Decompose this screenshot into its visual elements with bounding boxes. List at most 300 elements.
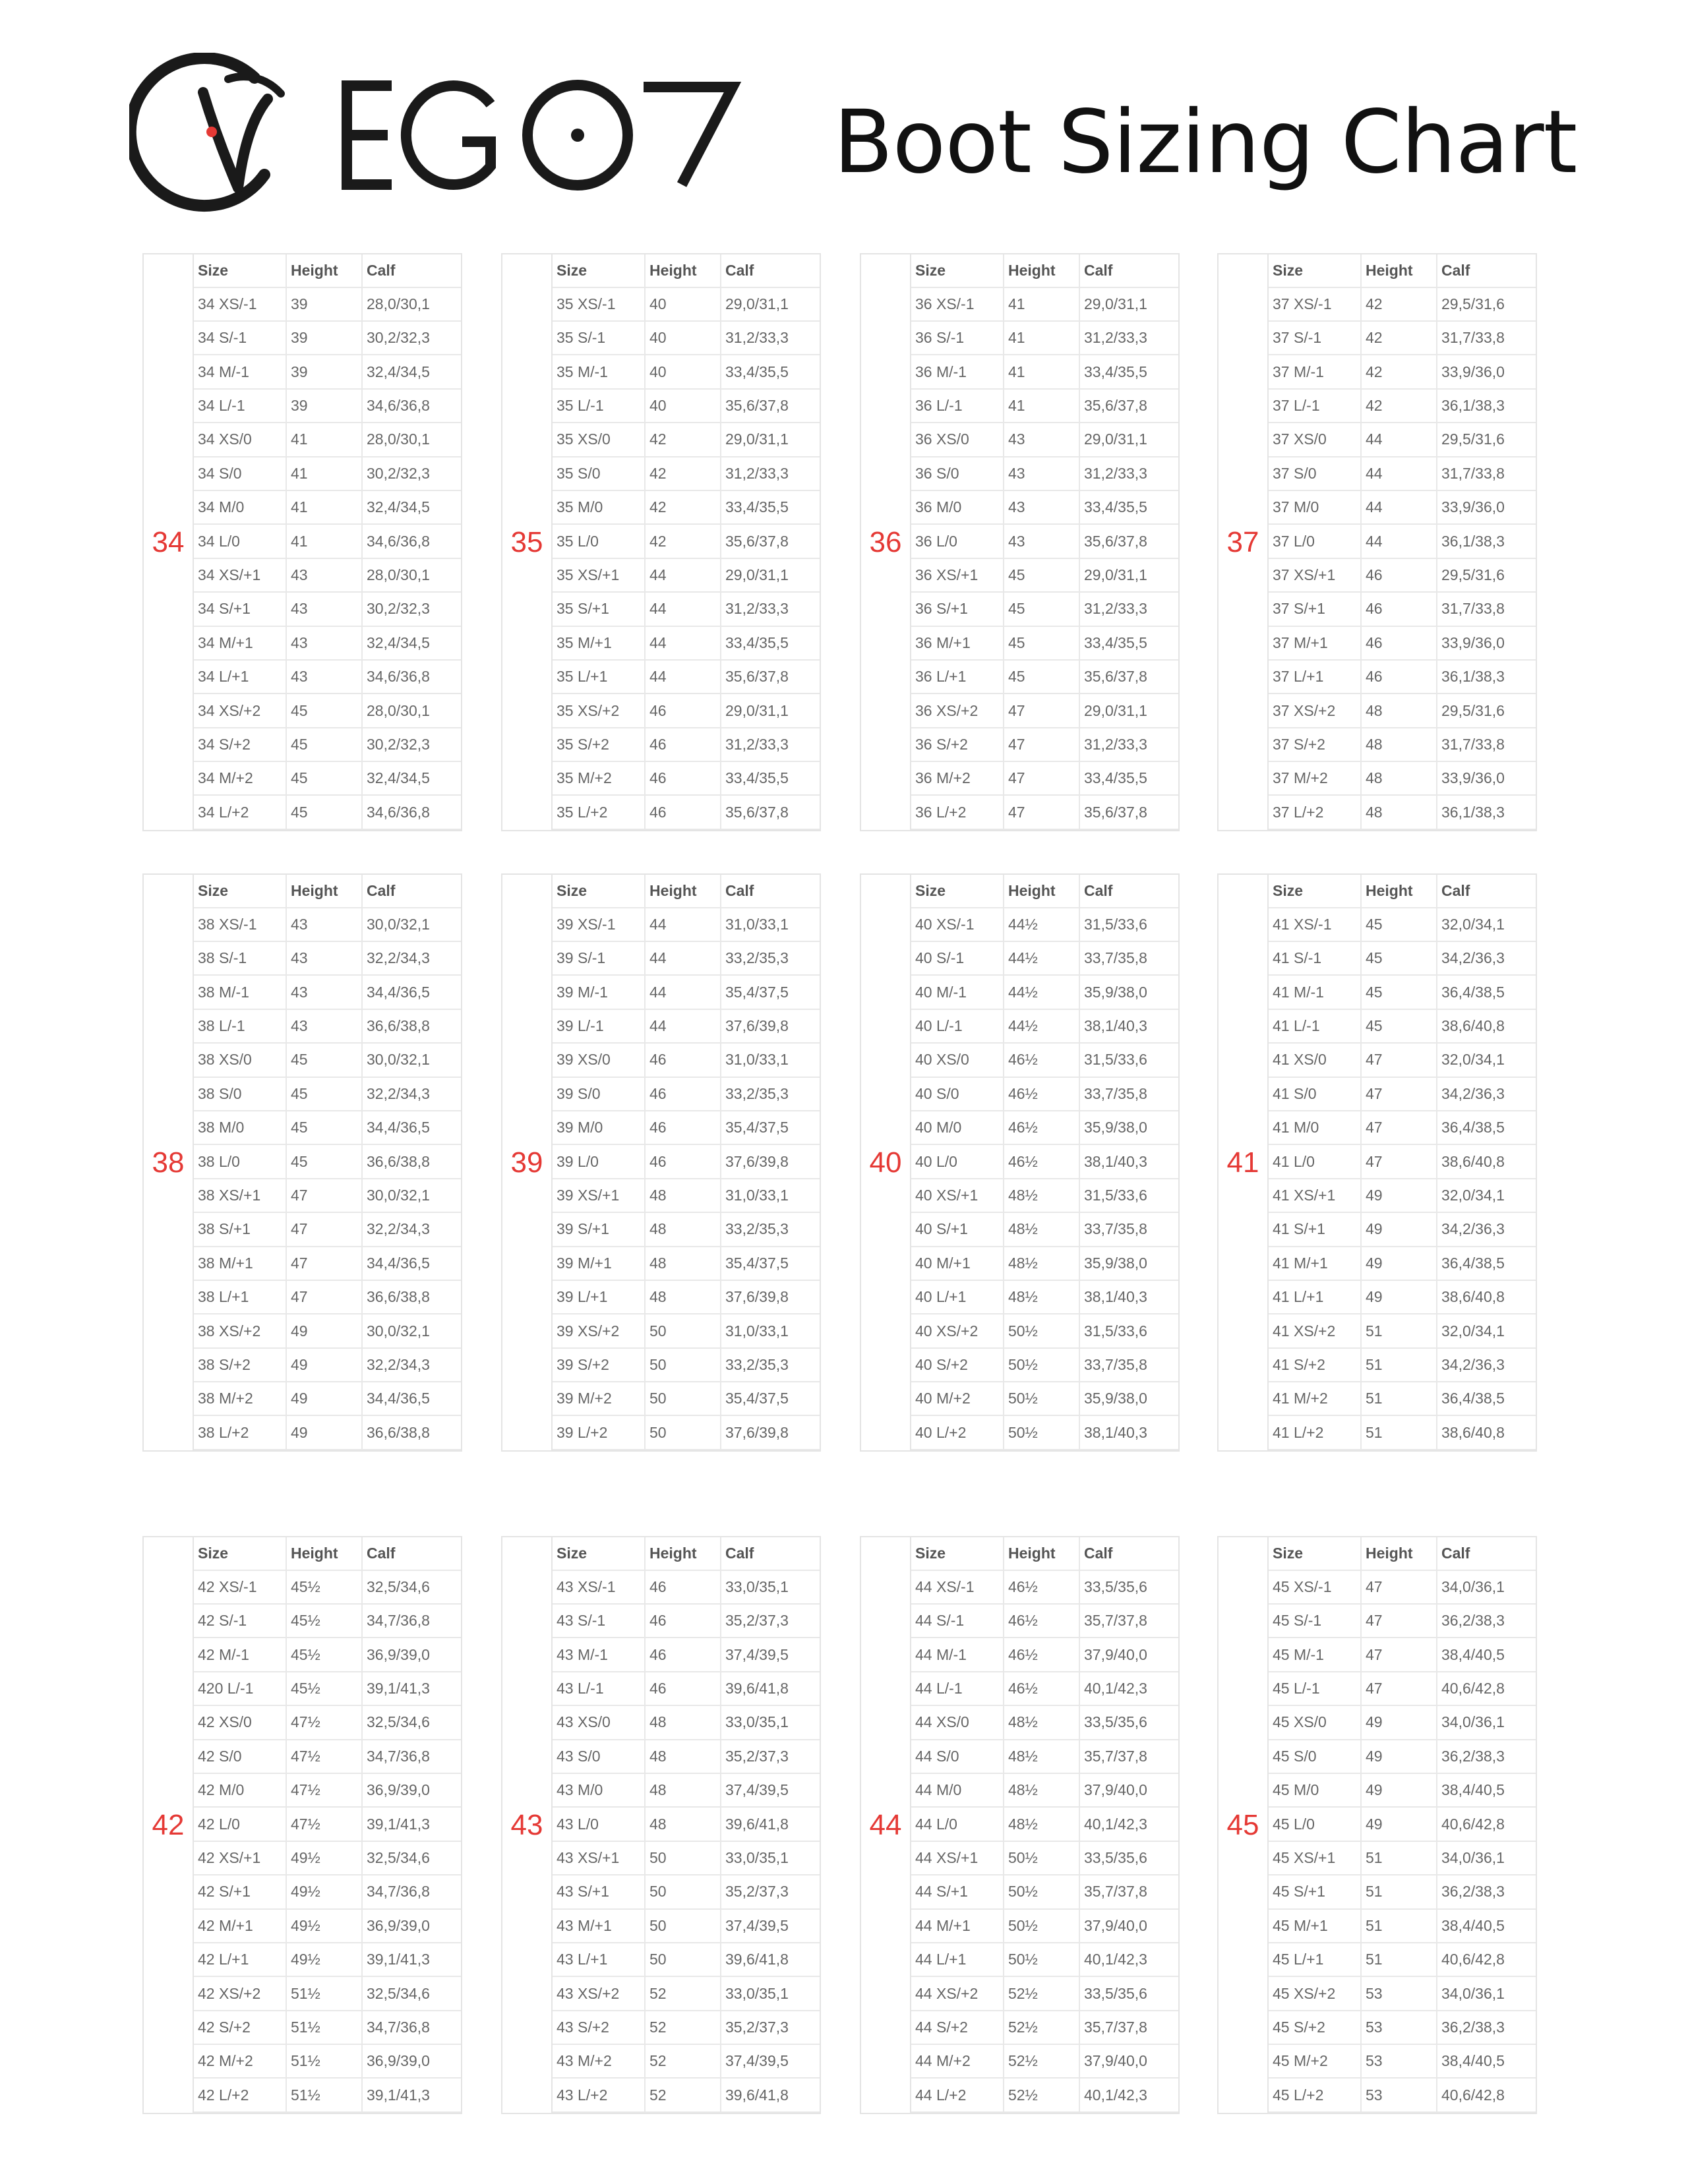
height-header: Height <box>286 254 362 287</box>
calf-cell: 33,0/35,1 <box>721 1976 820 2010</box>
table-header-row <box>1269 875 1536 908</box>
size-cell: 35 S/-1 <box>553 321 645 355</box>
size-cell: 36 L/0 <box>911 524 1004 558</box>
height-cell: 42 <box>1361 321 1437 355</box>
size-cell: 39 S/-1 <box>553 941 645 975</box>
calf-cell: 33,4/35,5 <box>721 490 820 524</box>
table-row <box>911 728 1178 761</box>
size-cell: 43 S/-1 <box>553 1604 645 1638</box>
table-row <box>194 558 461 592</box>
calf-cell: 38,1/40,3 <box>1079 1280 1178 1314</box>
size-cell: 36 XS/+1 <box>911 558 1004 592</box>
height-cell: 49 <box>1361 1773 1437 1807</box>
height-cell: 46 <box>645 1043 721 1077</box>
calf-cell: 31,2/33,3 <box>1079 321 1178 355</box>
size-cell: 39 L/-1 <box>553 1009 645 1043</box>
table-row <box>553 1179 820 1212</box>
table-row <box>194 1280 461 1314</box>
table-row <box>194 1570 461 1604</box>
size-cell: 34 S/+1 <box>194 592 286 626</box>
table-row <box>911 1604 1178 1638</box>
size-header: Size <box>553 254 645 287</box>
table-row <box>553 1841 820 1875</box>
height-cell: 43 <box>1004 524 1079 558</box>
calf-header: Calf <box>721 875 820 908</box>
height-cell: 51½ <box>286 2011 362 2044</box>
calf-cell: 38,6/40,8 <box>1437 1009 1536 1043</box>
height-cell: 43 <box>286 908 362 941</box>
calf-cell: 36,1/38,3 <box>1437 524 1536 558</box>
size-header: Size <box>1269 254 1361 287</box>
calf-cell: 36,6/38,8 <box>362 1009 461 1043</box>
size-cell: 43 L/+2 <box>553 2078 645 2112</box>
calf-cell: 30,2/32,3 <box>362 321 461 355</box>
calf-cell: 34,6/36,8 <box>362 524 461 558</box>
size-cell: 37 S/+1 <box>1269 592 1361 626</box>
size-cell: 35 M/-1 <box>553 355 645 388</box>
table-row <box>553 1415 820 1450</box>
size-cell: 44 M/-1 <box>911 1638 1004 1671</box>
height-cell: 50½ <box>1004 1314 1079 1347</box>
table-row <box>1269 1943 1536 1976</box>
height-cell: 53 <box>1361 2011 1437 2044</box>
height-cell: 49 <box>286 1382 362 1415</box>
height-cell: 45 <box>1004 592 1079 626</box>
size-cell: 44 S/+2 <box>911 2011 1004 2044</box>
size-cell: 40 L/-1 <box>911 1009 1004 1043</box>
size-cell: 42 S/+1 <box>194 1875 286 1908</box>
size-cell: 34 S/+2 <box>194 728 286 761</box>
size-cell: 38 M/0 <box>194 1111 286 1144</box>
table-row <box>911 524 1178 558</box>
calf-header: Calf <box>1437 1537 1536 1570</box>
table-row <box>1269 1638 1536 1671</box>
size-cell: 45 M/+2 <box>1269 2044 1361 2078</box>
size-cell: 44 L/-1 <box>911 1672 1004 1705</box>
height-cell: 47 <box>286 1212 362 1246</box>
table-row <box>1269 490 1536 524</box>
height-cell: 49 <box>1361 1807 1437 1841</box>
table-row <box>553 1009 820 1043</box>
calf-cell: 37,9/40,0 <box>1079 1773 1178 1807</box>
calf-cell: 36,4/38,5 <box>1437 975 1536 1009</box>
table-row <box>1269 2044 1536 2078</box>
size-cell: 35 S/+2 <box>553 728 645 761</box>
height-cell: 44 <box>645 592 721 626</box>
height-cell: 43 <box>286 558 362 592</box>
calf-cell: 33,4/35,5 <box>1079 761 1178 795</box>
height-cell: 47 <box>286 1179 362 1212</box>
table-row <box>1269 1382 1536 1415</box>
height-cell: 47 <box>1361 1144 1437 1178</box>
table-row <box>911 457 1178 490</box>
height-header: Height <box>286 1537 362 1570</box>
table-row <box>911 1740 1178 1773</box>
height-cell: 41 <box>286 423 362 456</box>
size-cell: 37 XS/-1 <box>1269 287 1361 321</box>
calf-cell: 30,2/32,3 <box>362 457 461 490</box>
size-cell: 39 M/+2 <box>553 1382 645 1415</box>
height-cell: 46½ <box>1004 1570 1079 1604</box>
height-cell: 43 <box>1004 423 1079 456</box>
height-cell: 45 <box>286 1043 362 1077</box>
size-cell: 43 XS/-1 <box>553 1570 645 1604</box>
calf-cell: 35,6/37,8 <box>1079 660 1178 694</box>
table-row <box>911 1773 1178 1807</box>
size-cell: 35 S/+1 <box>553 592 645 626</box>
height-cell: 41 <box>1004 355 1079 388</box>
calf-cell: 38,6/40,8 <box>1437 1415 1536 1450</box>
height-cell: 46½ <box>1004 1077 1079 1111</box>
calf-cell: 31,7/33,8 <box>1437 457 1536 490</box>
table-row <box>911 1807 1178 1841</box>
height-cell: 41 <box>1004 287 1079 321</box>
size-cell: 41 M/0 <box>1269 1111 1361 1144</box>
size-cell: 43 XS/+2 <box>553 1976 645 2010</box>
calf-cell: 38,4/40,5 <box>1437 1773 1536 1807</box>
height-cell: 45 <box>1361 908 1437 941</box>
calf-cell: 39,6/41,8 <box>721 1943 820 1976</box>
table-row <box>1269 660 1536 694</box>
table-row <box>911 1415 1178 1450</box>
calf-cell: 31,5/33,6 <box>1079 1179 1178 1212</box>
height-cell: 48½ <box>1004 1740 1079 1773</box>
size-cell: 38 M/-1 <box>194 975 286 1009</box>
height-cell: 42 <box>1361 389 1437 423</box>
table-row <box>1269 1976 1536 2010</box>
table-row <box>911 287 1178 321</box>
table-row <box>911 2044 1178 2078</box>
size-cell: 38 L/+2 <box>194 1415 286 1450</box>
height-cell: 50 <box>645 1875 721 1908</box>
height-cell: 48 <box>645 1773 721 1807</box>
calf-cell: 35,6/37,8 <box>721 524 820 558</box>
height-cell: 48 <box>645 1280 721 1314</box>
table-row <box>553 1807 820 1841</box>
calf-cell: 33,9/36,0 <box>1437 490 1536 524</box>
height-cell: 48 <box>645 1740 721 1773</box>
table-header-row <box>194 875 461 908</box>
size-cell: 34 M/+1 <box>194 626 286 660</box>
size-cell: 45 L/+2 <box>1269 2078 1361 2112</box>
calf-cell: 37,6/39,8 <box>721 1009 820 1043</box>
table-row <box>911 1638 1178 1671</box>
calf-cell: 38,4/40,5 <box>1437 1638 1536 1671</box>
table-row <box>194 1909 461 1943</box>
calf-cell: 33,2/35,3 <box>721 941 820 975</box>
table-row <box>911 1672 1178 1705</box>
size-cell: 42 XS/+1 <box>194 1841 286 1875</box>
calf-cell: 37,4/39,5 <box>721 1773 820 1807</box>
table-row <box>911 1280 1178 1314</box>
calf-header: Calf <box>721 1537 820 1570</box>
height-cell: 51 <box>1361 1382 1437 1415</box>
height-cell: 44 <box>645 626 721 660</box>
size-cell: 45 S/0 <box>1269 1740 1361 1773</box>
calf-cell: 35,2/37,3 <box>721 1604 820 1638</box>
height-cell: 45½ <box>286 1638 362 1671</box>
height-cell: 41 <box>1004 321 1079 355</box>
calf-cell: 36,6/38,8 <box>362 1280 461 1314</box>
ego7-wordmark <box>347 85 733 185</box>
table-row <box>553 321 820 355</box>
size-cell: 36 XS/-1 <box>911 287 1004 321</box>
table-row <box>1269 287 1536 321</box>
calf-cell: 28,0/30,1 <box>362 287 461 321</box>
size-cell: 38 XS/0 <box>194 1043 286 1077</box>
size-cell: 37 S/-1 <box>1269 321 1361 355</box>
height-cell: 47 <box>1361 1604 1437 1638</box>
size-grid <box>1269 1537 1536 2113</box>
height-cell: 49½ <box>286 1909 362 1943</box>
height-cell: 45 <box>286 761 362 795</box>
size-cell: 39 L/+1 <box>553 1280 645 1314</box>
calf-cell: 33,5/35,6 <box>1079 1570 1178 1604</box>
height-cell: 52½ <box>1004 2011 1079 2044</box>
calf-cell: 29,0/31,1 <box>1079 558 1178 592</box>
height-cell: 49½ <box>286 1875 362 1908</box>
size-table-45 <box>1217 1536 1537 2114</box>
table-row <box>1269 975 1536 1009</box>
height-cell: 49 <box>1361 1179 1437 1212</box>
calf-cell: 38,1/40,3 <box>1079 1009 1178 1043</box>
size-cell: 38 S/+1 <box>194 1212 286 1246</box>
calf-cell: 37,4/39,5 <box>721 2044 820 2078</box>
size-cell: 40 L/+1 <box>911 1280 1004 1314</box>
size-cell: 36 M/+1 <box>911 626 1004 660</box>
table-row <box>194 660 461 694</box>
table-row <box>1269 524 1536 558</box>
calf-cell: 34,0/36,1 <box>1437 1841 1536 1875</box>
table-row <box>553 1570 820 1604</box>
calf-cell: 35,4/37,5 <box>721 975 820 1009</box>
size-cell: 40 L/+2 <box>911 1415 1004 1450</box>
height-cell: 46 <box>645 728 721 761</box>
size-cell: 45 M/-1 <box>1269 1638 1361 1671</box>
table-row <box>194 1111 461 1144</box>
calf-cell: 38,4/40,5 <box>1437 2044 1536 2078</box>
table-row <box>194 728 461 761</box>
size-cell: 39 XS/+1 <box>553 1179 645 1212</box>
table-row <box>553 1875 820 1908</box>
size-cell: 41 XS/-1 <box>1269 908 1361 941</box>
height-cell: 51 <box>1361 1348 1437 1382</box>
ego7-logo <box>129 53 749 218</box>
height-cell: 44 <box>645 558 721 592</box>
table-row <box>553 558 820 592</box>
height-cell: 48 <box>645 1179 721 1212</box>
table-row <box>553 287 820 321</box>
calf-cell: 33,4/35,5 <box>721 355 820 388</box>
size-cell: 42 S/+2 <box>194 2011 286 2044</box>
table-row <box>911 389 1178 423</box>
size-header: Size <box>911 1537 1004 1570</box>
size-cell: 36 XS/0 <box>911 423 1004 456</box>
calf-header: Calf <box>1079 875 1178 908</box>
size-cell: 37 M/+2 <box>1269 761 1361 795</box>
calf-cell: 36,1/38,3 <box>1437 660 1536 694</box>
height-cell: 52 <box>645 2011 721 2044</box>
size-cell: 34 XS/+2 <box>194 694 286 727</box>
calf-cell: 35,7/37,8 <box>1079 2011 1178 2044</box>
size-cell: 44 XS/0 <box>911 1705 1004 1739</box>
table-row <box>553 908 820 941</box>
calf-cell: 32,4/34,5 <box>362 761 461 795</box>
table-row <box>553 389 820 423</box>
height-cell: 52 <box>645 2078 721 2112</box>
height-cell: 42 <box>1361 287 1437 321</box>
height-cell: 44 <box>1361 490 1437 524</box>
height-cell: 46 <box>1361 592 1437 626</box>
size-cell: 43 S/+1 <box>553 1875 645 1908</box>
table-row <box>194 1382 461 1415</box>
calf-cell: 40,6/42,8 <box>1437 1807 1536 1841</box>
size-cell: 39 XS/0 <box>553 1043 645 1077</box>
height-cell: 48½ <box>1004 1280 1079 1314</box>
calf-cell: 29,0/31,1 <box>1079 423 1178 456</box>
calf-cell: 37,9/40,0 <box>1079 2044 1178 2078</box>
table-row <box>194 1976 461 2010</box>
height-cell: 50 <box>645 1943 721 1976</box>
table-row <box>1269 457 1536 490</box>
table-row <box>1269 558 1536 592</box>
calf-cell: 34,7/36,8 <box>362 1604 461 1638</box>
calf-cell: 32,5/34,6 <box>362 1705 461 1739</box>
height-cell: 48½ <box>1004 1247 1079 1280</box>
height-cell: 52½ <box>1004 1976 1079 2010</box>
calf-cell: 33,2/35,3 <box>721 1077 820 1111</box>
calf-cell: 33,2/35,3 <box>721 1348 820 1382</box>
size-cell: 36 S/0 <box>911 457 1004 490</box>
calf-cell: 32,2/34,3 <box>362 1348 461 1382</box>
table-row <box>1269 2078 1536 2112</box>
size-cell: 45 XS/0 <box>1269 1705 1361 1739</box>
size-cell: 42 M/+1 <box>194 1909 286 1943</box>
calf-cell: 32,0/34,1 <box>1437 1314 1536 1347</box>
size-cell: 36 L/+2 <box>911 795 1004 829</box>
size-table-35 <box>501 253 821 831</box>
size-cell: 37 XS/+2 <box>1269 694 1361 727</box>
height-cell: 46 <box>645 1604 721 1638</box>
size-table-38 <box>142 873 462 1452</box>
table-row <box>553 457 820 490</box>
size-cell: 35 L/+1 <box>553 660 645 694</box>
size-cell: 39 XS/+2 <box>553 1314 645 1347</box>
height-cell: 51½ <box>286 1976 362 2010</box>
table-row <box>1269 2011 1536 2044</box>
table-row <box>553 1280 820 1314</box>
calf-cell: 30,0/32,1 <box>362 1043 461 1077</box>
size-cell: 34 S/0 <box>194 457 286 490</box>
table-row <box>194 1841 461 1875</box>
calf-cell: 29,5/31,6 <box>1437 558 1536 592</box>
table-row <box>553 1705 820 1739</box>
height-cell: 49 <box>286 1314 362 1347</box>
table-row <box>194 1875 461 1908</box>
size-cell: 41 S/-1 <box>1269 941 1361 975</box>
table-row <box>553 2078 820 2112</box>
calf-cell: 35,9/38,0 <box>1079 975 1178 1009</box>
table-row <box>553 1144 820 1178</box>
table-row <box>553 660 820 694</box>
size-cell: 42 XS/0 <box>194 1705 286 1739</box>
size-grid <box>1269 254 1536 830</box>
calf-cell: 35,4/37,5 <box>721 1247 820 1280</box>
table-row <box>194 1740 461 1773</box>
calf-cell: 33,7/35,8 <box>1079 1348 1178 1382</box>
size-cell: 38 S/0 <box>194 1077 286 1111</box>
size-cell: 36 M/+2 <box>911 761 1004 795</box>
size-header: Size <box>194 875 286 908</box>
calf-cell: 36,6/38,8 <box>362 1144 461 1178</box>
table-header-row <box>911 875 1178 908</box>
size-cell: 45 S/+1 <box>1269 1875 1361 1908</box>
calf-cell: 39,1/41,3 <box>362 1807 461 1841</box>
table-header-row <box>1269 254 1536 287</box>
table-row <box>194 490 461 524</box>
calf-cell: 32,5/34,6 <box>362 1570 461 1604</box>
calf-cell: 40,1/42,3 <box>1079 1943 1178 1976</box>
shoe-size-label: 45 <box>1219 1537 1269 2113</box>
calf-cell: 39,6/41,8 <box>721 1672 820 1705</box>
size-grid <box>553 254 820 830</box>
table-row <box>194 321 461 355</box>
table-row <box>1269 626 1536 660</box>
size-cell: 36 L/+1 <box>911 660 1004 694</box>
size-cell: 41 L/+2 <box>1269 1415 1361 1450</box>
size-cell: 37 M/-1 <box>1269 355 1361 388</box>
height-cell: 47 <box>1361 1077 1437 1111</box>
size-cell: 37 L/0 <box>1269 524 1361 558</box>
calf-cell: 31,2/33,3 <box>1079 457 1178 490</box>
size-cell: 39 S/+1 <box>553 1212 645 1246</box>
calf-cell: 39,6/41,8 <box>721 2078 820 2112</box>
calf-cell: 39,1/41,3 <box>362 1943 461 1976</box>
calf-cell: 33,5/35,6 <box>1079 1976 1178 2010</box>
table-row <box>553 1348 820 1382</box>
calf-cell: 28,0/30,1 <box>362 694 461 727</box>
height-cell: 50½ <box>1004 1382 1079 1415</box>
calf-header: Calf <box>362 875 461 908</box>
height-cell: 46 <box>645 1111 721 1144</box>
table-row <box>911 558 1178 592</box>
size-cell: 44 S/+1 <box>911 1875 1004 1908</box>
calf-cell: 29,0/31,1 <box>721 558 820 592</box>
calf-cell: 35,7/37,8 <box>1079 1604 1178 1638</box>
calf-cell: 36,4/38,5 <box>1437 1382 1536 1415</box>
size-cell: 38 L/0 <box>194 1144 286 1178</box>
size-cell: 36 L/-1 <box>911 389 1004 423</box>
calf-cell: 32,2/34,3 <box>362 1212 461 1246</box>
height-cell: 44 <box>645 941 721 975</box>
size-cell: 44 L/0 <box>911 1807 1004 1841</box>
size-cell: 44 S/-1 <box>911 1604 1004 1638</box>
table-row <box>194 694 461 727</box>
size-cell: 35 XS/0 <box>553 423 645 456</box>
height-cell: 46 <box>645 761 721 795</box>
calf-cell: 33,4/35,5 <box>1079 355 1178 388</box>
table-row <box>1269 1314 1536 1347</box>
calf-cell: 38,4/40,5 <box>1437 1909 1536 1943</box>
calf-cell: 36,2/38,3 <box>1437 1740 1536 1773</box>
calf-cell: 29,0/31,1 <box>721 287 820 321</box>
height-cell: 48½ <box>1004 1773 1079 1807</box>
height-cell: 46 <box>645 1638 721 1671</box>
calf-cell: 34,2/36,3 <box>1437 1348 1536 1382</box>
table-row <box>911 908 1178 941</box>
size-cell: 39 M/-1 <box>553 975 645 1009</box>
calf-cell: 33,0/35,1 <box>721 1841 820 1875</box>
